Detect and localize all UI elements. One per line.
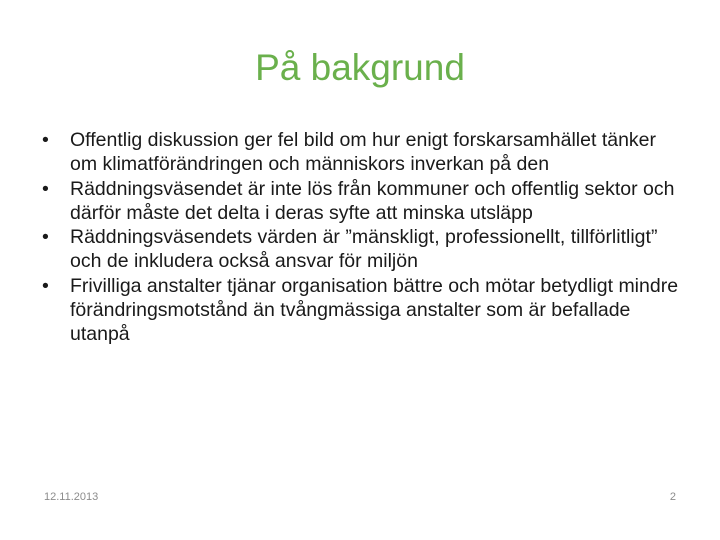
- bullet-item: [38, 128, 688, 177]
- bullet-item: [38, 177, 688, 226]
- footer-date: 12.11.2013: [44, 491, 99, 503]
- bullet-text: Frivilliga anstalter tjänar organisation bättre och mötar betydligt mindre förändringsmotstånd än tvångmässiga anstalter som är befallade utanpå: [70, 274, 679, 346]
- slide-title: På bakgrund: [255, 47, 465, 88]
- bullet-item: [38, 225, 688, 274]
- page-number: 2: [669, 491, 676, 503]
- bullet-text: Räddningsväsendet är inte lös från kommuner och offentlig sektor och därför måste det delta i deras syfte att minska utsläpp: [70, 177, 675, 224]
- bullet-text: Offentlig diskussion ger fel bild om hur enigt forskarsamhället tänker om klimatförändringen och människors inverkan på den: [70, 129, 657, 176]
- bullet-text: Räddningsväsendets värden är ”mänskligt, professionellt, tillförlitligt” och de inkludera också ansvar för miljön: [70, 226, 658, 273]
- bullet-icon: •: [42, 274, 49, 297]
- bullet-icon: •: [42, 177, 49, 200]
- bullet-icon: •: [42, 226, 49, 249]
- bullet-item: [38, 274, 688, 347]
- bullet-icon: •: [42, 129, 49, 151]
- bullet-list: [38, 128, 688, 347]
